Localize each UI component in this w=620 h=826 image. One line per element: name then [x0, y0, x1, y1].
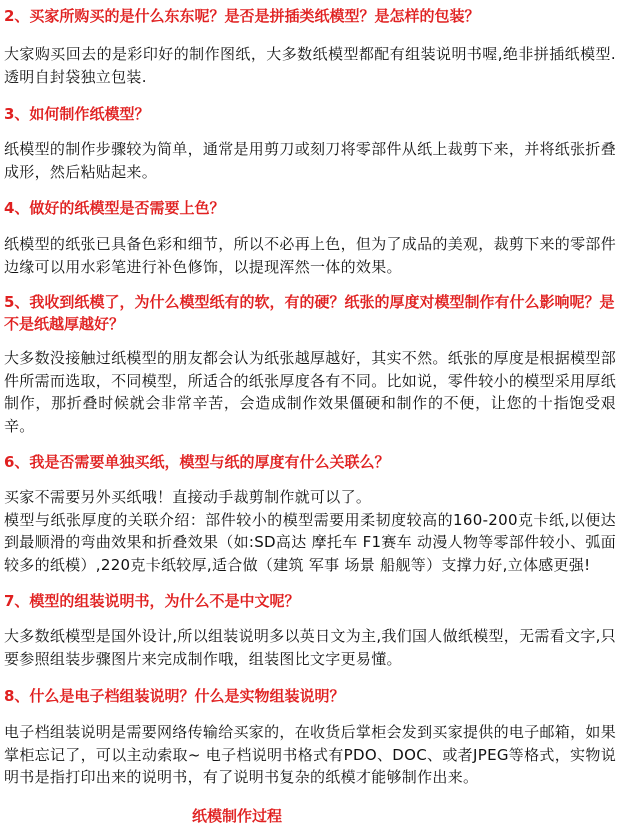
faq-section-4	[4, 197, 616, 278]
faq-section-8	[4, 685, 616, 789]
faq-section-7	[4, 590, 616, 670]
faq-question-3: 3、如何制作纸模型？	[4, 105, 150, 123]
faq-question-8: 8、什么是电子档组装说明？什么是实物组装说明？	[4, 687, 345, 705]
faq-section-6	[4, 451, 616, 576]
faq-section-2	[4, 5, 616, 88]
faq-answer-5: 大多数没接触过纸模型的朋友都会认为纸张越厚越好，其实不然。纸张的厚度是根据模型部件所需而选取，不同模型，所适合的纸张厚度各有不同。比如说，零件较小的模型采用厚纸制作，那折叠时候就会非常辛苦，会造成制作效果僵硬和制作的不便，让您的十指饱受艰辛。	[4, 349, 617, 435]
faq-question-5: 5、我收到纸模了，为什么模型纸有的软，有的硬？纸张的厚度对模型制作有什么影响呢？是不是纸越厚越好？	[4, 293, 615, 333]
faq-question-7: 7、模型的组装说明书，为什么不是中文呢？	[4, 592, 300, 610]
faq-section-3	[4, 103, 616, 183]
footer-heading: 纸模制作过程	[192, 806, 283, 825]
faq-answer-6-line-2: 模型与纸张厚度的关联介绍：部件较小的模型需要用柔韧度较高的160-200克卡纸,以便达到最顺滑的弯曲效果和折叠效果（如:SD高达 摩托车 F1赛车 动漫人物等零部件较小、弧面较多的纸模）,220克卡纸较厚,适合做（建筑 军事 场景 船舰等）支撑力好,立体感更强!	[4, 510, 616, 574]
faq-question-4: 4、做好的纸模型是否需要上色？	[4, 199, 225, 217]
faq-answer-3: 纸模型的制作步骤较为简单，通常是用剪刀或刻刀将零部件从纸上裁剪下来，并将纸张折叠成形，然后粘贴起来。	[4, 140, 617, 181]
faq-section-5	[4, 291, 616, 437]
faq-answer-7: 大多数纸模型是国外设计,所以组装说明多以英日文为主,我们国人做纸模型，无需看文字,只要参照组装步骤图片来完成制作哦，组装图比文字更易懂。	[4, 627, 616, 668]
faq-answer-8: 电子档组装说明是需要网络传输给买家的，在收货后掌柜会发到买家提供的电子邮箱，如果掌柜忘记了，可以主动索取~ 电子档说明书格式有PDO、DOC、或者JPEG等格式，实物说明书是指打印出来的说明书，有了说明书复杂的纸模才能够制作出来。	[4, 723, 617, 786]
faq-question-2: 2、买家所购买的是什么东东呢？是否是拼插类纸模型？是怎样的包装？	[4, 7, 480, 25]
faq-question-6: 6、我是否需要单独买纸，模型与纸的厚度有什么关联么？	[4, 453, 390, 471]
faq-answer-6-line-1: 买家不需要另外买纸哦！直接动手裁剪制作就可以了。	[4, 488, 372, 506]
faq-answer-2: 大家购买回去的是彩印好的制作图纸，大多数纸模型都配有组装说明书喔,绝非拼插纸模型.透明自封袋独立包装.	[4, 45, 616, 86]
faq-document	[4, 0, 616, 826]
faq-answer-4: 纸模型的纸张已具备色彩和细节，所以不必再上色，但为了成品的美观，裁剪下来的零部件边缘可以用水彩笔进行补色修饰，以提现浑然一体的效果。	[4, 235, 617, 276]
